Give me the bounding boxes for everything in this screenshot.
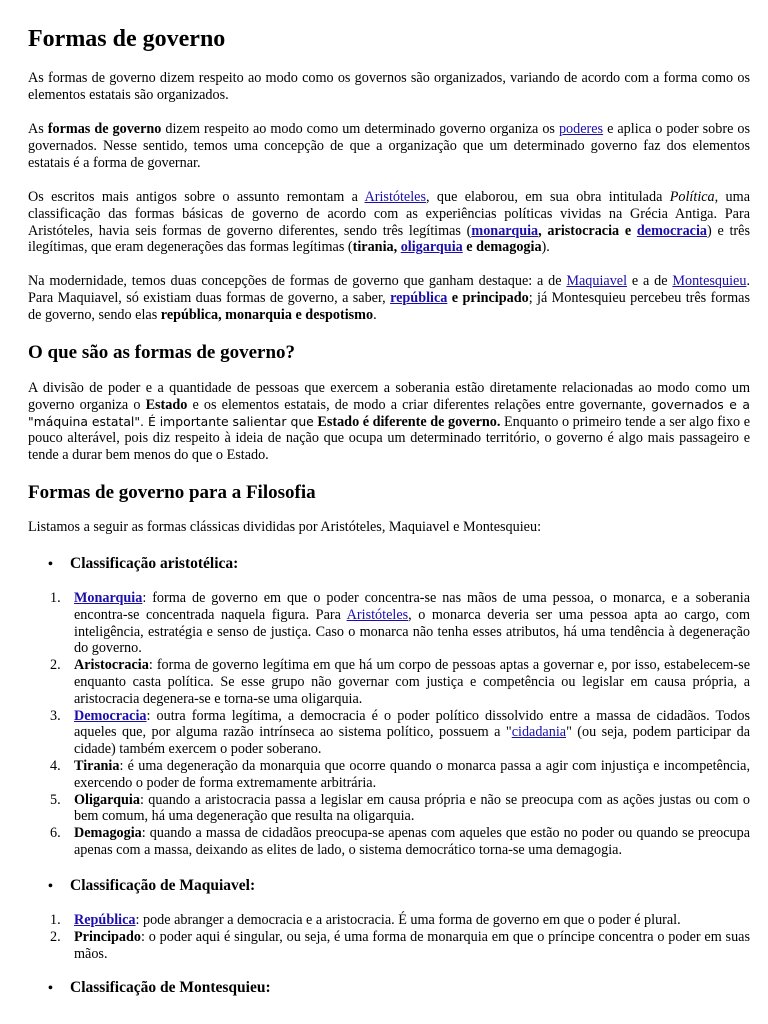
section-heading-1: O que são as formas de governo? — [28, 342, 296, 363]
list-item: 2. Principado: o poder aqui é singular, ou seja, é uma forma de monarquia em que o príncipe concentra o poder em suas mãos. — [50, 928, 750, 962]
list-item: 1. República: pode abranger a democracia e a aristocracia. É uma forma de governo em que o poder é plural. — [50, 912, 681, 928]
paragraph-4: A divisão de poder e a quantidade de pessoas que exercem a soberania estão diretamente relacionadas ao modo como um governo organiza o Estado e os elementos estatais, de modo a criar diferentes relações entre governante, governados e a "máquina estatal". É importante salientar que Estado é diferente de governo. Enquanto o primeiro tende a ser algo fixo e pouco alterável, pois diz respeito à ideia de nação que ocupa um determinado território, o governo é algo mais passageiro e tende a durar bem menos do que o Estado. — [28, 380, 751, 464]
list-item: 6. Demagogia: quando a massa de cidadãos preocupa-se apenas com aqueles que estão no poder ou quando se preocupa apenas com a massa, deixando as elites de lado, o sistema democrático torna-se uma demagogia. — [50, 825, 750, 858]
intro-paragraph: As formas de governo dizem respeito ao modo como os governos são organizados, variando de acordo com a forma como os elementos estatais são organizados. — [28, 70, 750, 103]
link-republica-2[interactable]: República — [74, 912, 136, 928]
link-monarquia-2[interactable]: Monarquia — [74, 590, 143, 606]
heading-montesquieu: • Classificação de Montesquieu: — [48, 979, 271, 996]
list-item: 1. Monarquia: forma de governo em que o poder concentra-se nas mãos de uma pessoa, o monarca, e a soberania encontra-se concentrada naquela figura. Para Aristóteles, o monarca deveria ser uma pessoa apta ao cargo, com inteligência, estratégia e senso de justiça. Caso o monarca não tenha esses atributos, há uma tendência à degeneração do governo. — [50, 590, 750, 657]
paragraph-2: Os escritos mais antigos sobre o assunto remontam a Aristóteles, que elaborou, em sua obra intitulada Política, uma classificação das formas básicas de governo de acordo com as experiências políticas vividas na Grécia Antiga. Para Aristóteles, havia seis formas de governo diferentes, sendo três legítimas (monarquia, aristocracia e democracia) e três ilegítimas, que eram degenerações das formas legítimas (tirania, oligarquia e demagogia). — [28, 189, 750, 256]
paragraph-1: As formas de governo dizem respeito ao modo como um determinado governo organiza os poderes e aplica o poder sobre os governados. Nesse sentido, temos uma concepção de que a organização que um determinado governo faz dos elementos estatais é a forma de governar. — [28, 121, 750, 171]
link-democracia[interactable]: democracia — [636, 222, 708, 239]
link-aristoteles[interactable]: Aristóteles — [364, 189, 426, 205]
bullet-icon: • — [48, 879, 53, 894]
paragraph-3: Na modernidade, temos duas concepções de formas de governo que ganham destaque: a de Maquiavel e a de Montesquieu. Para Maquiavel, só existiam duas formas de governo, a saber, república e principado; já Montesquieu percebeu três formas de governo, sendo elas república, monarquia e despotismo. — [28, 273, 750, 323]
link-democracia-2[interactable]: Democracia — [74, 707, 147, 724]
paragraph-5: Listamos a seguir as formas clássicas divididas por Aristóteles, Maquiavel e Montesquieu: — [28, 519, 542, 535]
list-aristotle — [28, 590, 750, 859]
list-machiavelli — [28, 912, 750, 962]
heading-aristotle: • Classificação aristotélica: — [48, 555, 239, 572]
link-maquiavel[interactable]: Maquiavel — [566, 273, 628, 289]
section-heading-2: Formas de governo para a Filosofia — [28, 482, 316, 503]
list-item: 2. Aristocracia: forma de governo legítima em que há um corpo de pessoas aptas a governar e, por isso, estabelecem-se enquanto casta política. Se esse grupo não governar com justiça e competência ou legislar em causa própria, a aristocracia degenera-se e torna-se uma oligarquia. — [50, 657, 750, 707]
list-item: 3. Democracia: outra forma legítima, a democracia é o poder político dissolvido entre a massa de cidadãos. Todos aqueles que, por alguma razão intrínseca ao sistema político, possuem a "cidadania" (ou seja, podem participar da cidade) também exercem o poder soberano. — [50, 707, 751, 758]
heading-machiavelli: • Classificação de Maquiavel: — [48, 877, 256, 894]
list-item: 5. Oligarquia: quando a aristocracia passa a legislar em causa própria e não se preocupa com as ações justas ou com o bem comum, há uma degeneração que resulta na oligarquia. — [50, 791, 750, 825]
link-montesquieu[interactable]: Montesquieu — [672, 273, 747, 289]
bullet-icon: • — [48, 557, 53, 572]
link-oligarquia[interactable]: oligarquia — [400, 239, 463, 256]
page-title: Formas de governo — [28, 26, 226, 52]
link-republica[interactable]: república — [390, 289, 448, 306]
link-aristoteles-2[interactable]: Aristóteles — [346, 606, 409, 623]
link-monarquia[interactable]: monarquia — [471, 222, 539, 239]
list-item: 4. Tirania: é uma degeneração da monarquia que ocorre quando o monarca passa a agir com injustiça e incompetência, exercendo o poder de forma extremamente arbitrária. — [50, 757, 750, 791]
bullet-icon: • — [48, 981, 53, 996]
link-poderes[interactable]: poderes — [558, 121, 604, 137]
link-cidadania[interactable]: cidadania — [511, 724, 567, 741]
